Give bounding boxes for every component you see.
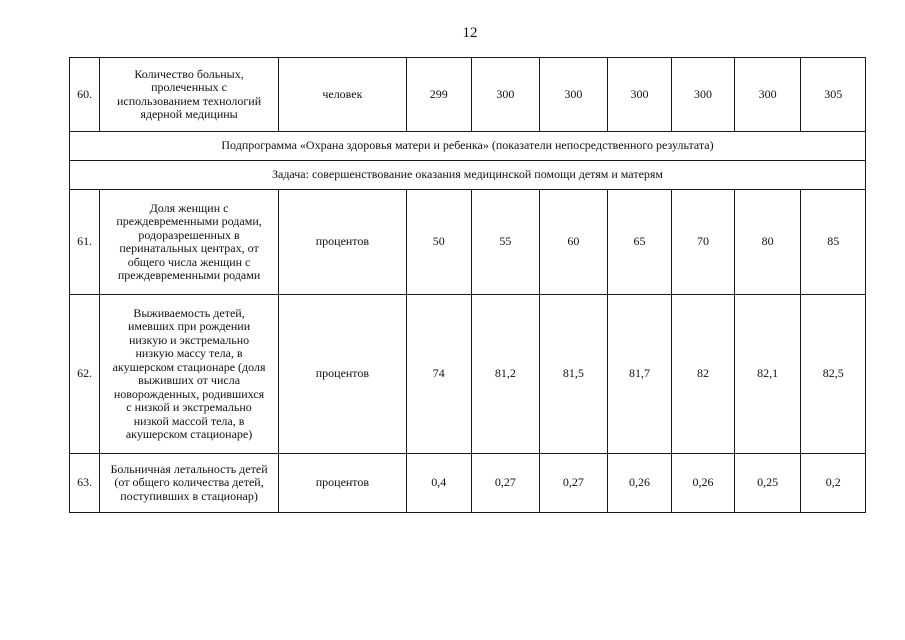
row-number: 61. (70, 190, 100, 295)
task-heading: Задача: совершенствование оказания медицинской помощи детям и матерям (70, 161, 866, 190)
row-number: 62. (70, 295, 100, 454)
indicator-name: Больничная летальность детей (от общего количества детей, поступивших в стационар) (100, 454, 279, 513)
table-row (70, 58, 866, 132)
value-cell: 50 (406, 190, 471, 295)
row-number: 60. (70, 58, 100, 132)
row-number: 63. (70, 454, 100, 513)
value-cell: 70 (672, 190, 735, 295)
value-cell: 81,5 (540, 295, 608, 454)
table-row (70, 295, 866, 454)
value-cell: 82,1 (734, 295, 801, 454)
value-cell: 0,2 (801, 454, 866, 513)
value-cell: 0,26 (672, 454, 735, 513)
value-cell: 85 (801, 190, 866, 295)
indicator-name: Доля женщин с преждевременными родами, родоразрешенных в перинатальных центрах, от общего числа женщин с преждевременными родами (100, 190, 279, 295)
value-cell: 0,27 (471, 454, 540, 513)
value-cell: 74 (406, 295, 471, 454)
value-cell: 0,25 (734, 454, 801, 513)
value-cell: 80 (734, 190, 801, 295)
value-cell: 81,2 (471, 295, 540, 454)
value-cell: 81,7 (607, 295, 672, 454)
value-cell: 300 (734, 58, 801, 132)
page-number: 12 (462, 25, 478, 41)
unit-cell: процентов (278, 454, 406, 513)
value-cell: 299 (406, 58, 471, 132)
indicator-name: Количество больных, пролеченных с использованием технологий ядерной медицины (100, 58, 279, 132)
unit-cell: процентов (278, 190, 406, 295)
section-row (70, 132, 866, 161)
subprogram-heading: Подпрограмма «Охрана здоровья матери и ребенка» (показатели непосредственного результата) (70, 132, 866, 161)
value-cell: 0,27 (540, 454, 608, 513)
indicator-name: Выживаемость детей, имевших при рождении низкую и экстремально низкую массу тела, в акушерском стационаре (доля выживших от числа новорожденных, родившихся с низкой и экстремально низкой массой тела, в акушерском стационаре) (100, 295, 279, 454)
value-cell: 0,4 (406, 454, 471, 513)
value-cell: 65 (607, 190, 672, 295)
table-row (70, 454, 866, 513)
value-cell: 60 (540, 190, 608, 295)
unit-cell: процентов (278, 295, 406, 454)
value-cell: 300 (672, 58, 735, 132)
value-cell: 300 (471, 58, 540, 132)
table-row (70, 190, 866, 295)
value-cell: 0,26 (607, 454, 672, 513)
indicators-table (69, 57, 866, 513)
value-cell: 300 (540, 58, 608, 132)
unit-cell: человек (278, 58, 406, 132)
value-cell: 305 (801, 58, 866, 132)
value-cell: 300 (607, 58, 672, 132)
value-cell: 55 (471, 190, 540, 295)
value-cell: 82 (672, 295, 735, 454)
section-row (70, 161, 866, 190)
value-cell: 82,5 (801, 295, 866, 454)
